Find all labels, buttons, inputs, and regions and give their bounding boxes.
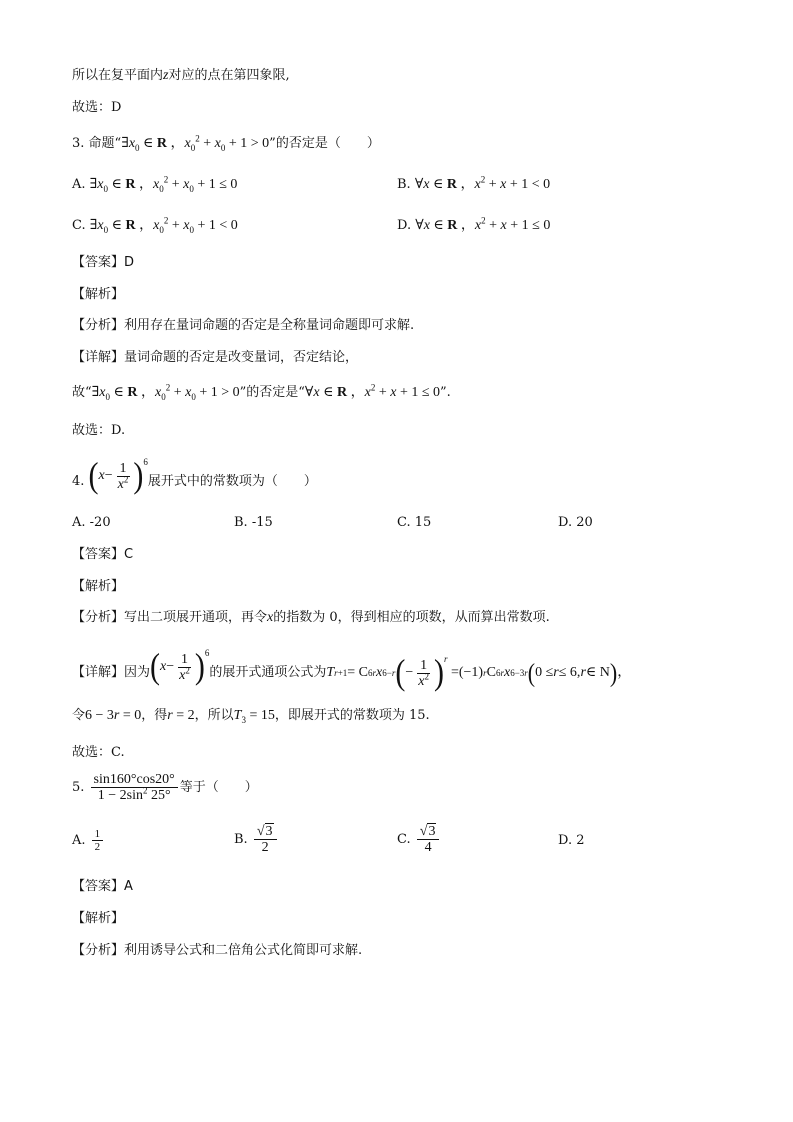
text: 故“ bbox=[72, 385, 92, 400]
answer-tag: 【答案】C bbox=[72, 547, 134, 562]
text: ，所以 bbox=[194, 708, 234, 723]
option-4D: D. 20 bbox=[558, 515, 593, 530]
option-label: B. bbox=[397, 177, 411, 192]
text-line-conclusion bbox=[72, 66, 290, 86]
text: ”的否定是“ bbox=[239, 385, 305, 400]
option-label: B. bbox=[234, 832, 248, 847]
option-5A bbox=[72, 826, 105, 856]
text: ”. bbox=[440, 385, 451, 400]
math-expr: ∀x ∈ R ，$x^2 + x + 1 < 0$ bbox=[414, 174, 551, 192]
option-5B bbox=[234, 822, 279, 858]
question-number: 4. bbox=[72, 474, 85, 489]
text: 对应的点在第四象限, bbox=[168, 68, 290, 83]
math-expr: ∀x ∈ R ，$x^2 + x + 1 \le 0$ bbox=[304, 382, 441, 400]
math-var: z bbox=[163, 68, 169, 83]
text: 命题“ bbox=[88, 136, 122, 151]
text: 的展开式通项公式为 bbox=[209, 665, 327, 680]
option-label: A. bbox=[72, 177, 86, 192]
text: ”的否定是（ ） bbox=[269, 136, 380, 151]
option-4C: C. 15 bbox=[397, 515, 432, 530]
question-number: 5. bbox=[72, 780, 85, 795]
detail-line bbox=[72, 644, 631, 696]
choice-line: 故选：D. bbox=[72, 423, 126, 438]
math-expr: r = 2 bbox=[167, 708, 195, 723]
text: 的指数为 0，得到相应的项数，从而算出常数项. bbox=[273, 610, 550, 625]
question-4 bbox=[72, 453, 317, 505]
negation-line bbox=[72, 383, 451, 403]
text: ，即展开式的常数项为 15. bbox=[274, 708, 430, 723]
detail-text: 【详解】量词命题的否定是改变量词，否定结论， bbox=[72, 350, 359, 365]
choice-line: 故选：C. bbox=[72, 745, 125, 760]
math-expr: ( x − $\frac{1}{x^2}$ ) $^6$ bbox=[150, 646, 210, 687]
analysis-text: 【分析】利用诱导公式和二倍角公式化简即可求解. bbox=[72, 943, 363, 958]
math-expr: $T_3 = 15$ bbox=[233, 708, 275, 725]
option-label: C. bbox=[72, 218, 86, 233]
math-expr: $\exists x_0$ ∈ R ，$x_0^2 + x_0 + 1 < 0$ bbox=[89, 215, 238, 235]
math-expr: $\exists x_0$ ∈ R ，$x_0^2 + x_0 + 1 \le 0$ bbox=[89, 174, 238, 194]
text: 【分析】写出二项展开通项，再令 bbox=[72, 610, 268, 625]
analysis-tag: 【解析】 bbox=[72, 579, 125, 594]
math-expr: $\frac{1}{2}$ bbox=[92, 828, 104, 853]
math-expr: $\frac{\sin 160^\circ\cos 20^\circ}{1 - 2\sin^2 25^\circ}$ bbox=[91, 772, 178, 803]
text: 所以在复平面内 bbox=[72, 68, 164, 83]
answer-tag: 【答案】D bbox=[72, 255, 135, 270]
option-3C bbox=[72, 216, 238, 236]
question-3 bbox=[72, 134, 380, 154]
choice-line: 故选：D bbox=[72, 100, 122, 115]
question-number: 3. bbox=[72, 136, 85, 151]
analysis-tag: 【解析】 bbox=[72, 287, 125, 302]
option-label: A. bbox=[72, 833, 86, 848]
text: ，得 bbox=[141, 708, 168, 723]
option-label: C. bbox=[397, 832, 411, 847]
analysis-text: 【分析】利用存在量词命题的否定是全称量词命题即可求解. bbox=[72, 318, 415, 333]
math-expr: ( x − $\frac{1}{x^2}$ ) $^6$ bbox=[88, 455, 148, 496]
math-expr: ∀x ∈ R ，$x^2 + x + 1 \le 0$ bbox=[415, 215, 551, 233]
text: 展开式中的常数项为（ ） bbox=[147, 474, 317, 489]
text: 令 bbox=[72, 708, 86, 723]
option-5C bbox=[397, 822, 441, 858]
option-label: D. bbox=[397, 218, 412, 233]
answer-tag: 【答案】A bbox=[72, 879, 133, 894]
math-expr: $\exists x_0$ ∈ R ，$x_0^2 + x_0 + 1 > 0$ bbox=[91, 382, 240, 402]
option-4A: A. -20 bbox=[72, 515, 111, 530]
option-3B bbox=[397, 175, 550, 195]
math-expr: T r+1 = C 6 r x 6−r ( − $\frac{1}{x^2}$ ) $^r$ =(−1) r C 6 r x 6−3r ( 0 ≤ r ≤ 6, r ∈ N ) ， bbox=[326, 652, 632, 693]
text: 等于（ ） bbox=[179, 780, 258, 795]
math-expr: 6 − 3r = 0 bbox=[85, 708, 142, 723]
option-3D bbox=[397, 216, 550, 236]
math-expr: $\frac{√3}{2}$ bbox=[254, 824, 277, 855]
text: 【详解】因为 bbox=[72, 665, 151, 680]
analysis-tag: 【解析】 bbox=[72, 911, 125, 926]
analysis-text: 【分析】写出二项展开通项，再令x的指数为 0，得到相应的项数，从而算出常数项. bbox=[72, 610, 550, 625]
math-expr: $\exists x_0$ ∈ R ，$x_0^2 + x_0 + 1 > 0$ bbox=[121, 133, 270, 153]
option-5D: D. 2 bbox=[558, 833, 585, 848]
option-4B: B. -15 bbox=[234, 515, 273, 530]
option-3A bbox=[72, 175, 237, 195]
solve-line bbox=[72, 706, 430, 726]
question-5 bbox=[72, 770, 258, 806]
math-expr: $\frac{√3}{4}$ bbox=[417, 824, 440, 855]
